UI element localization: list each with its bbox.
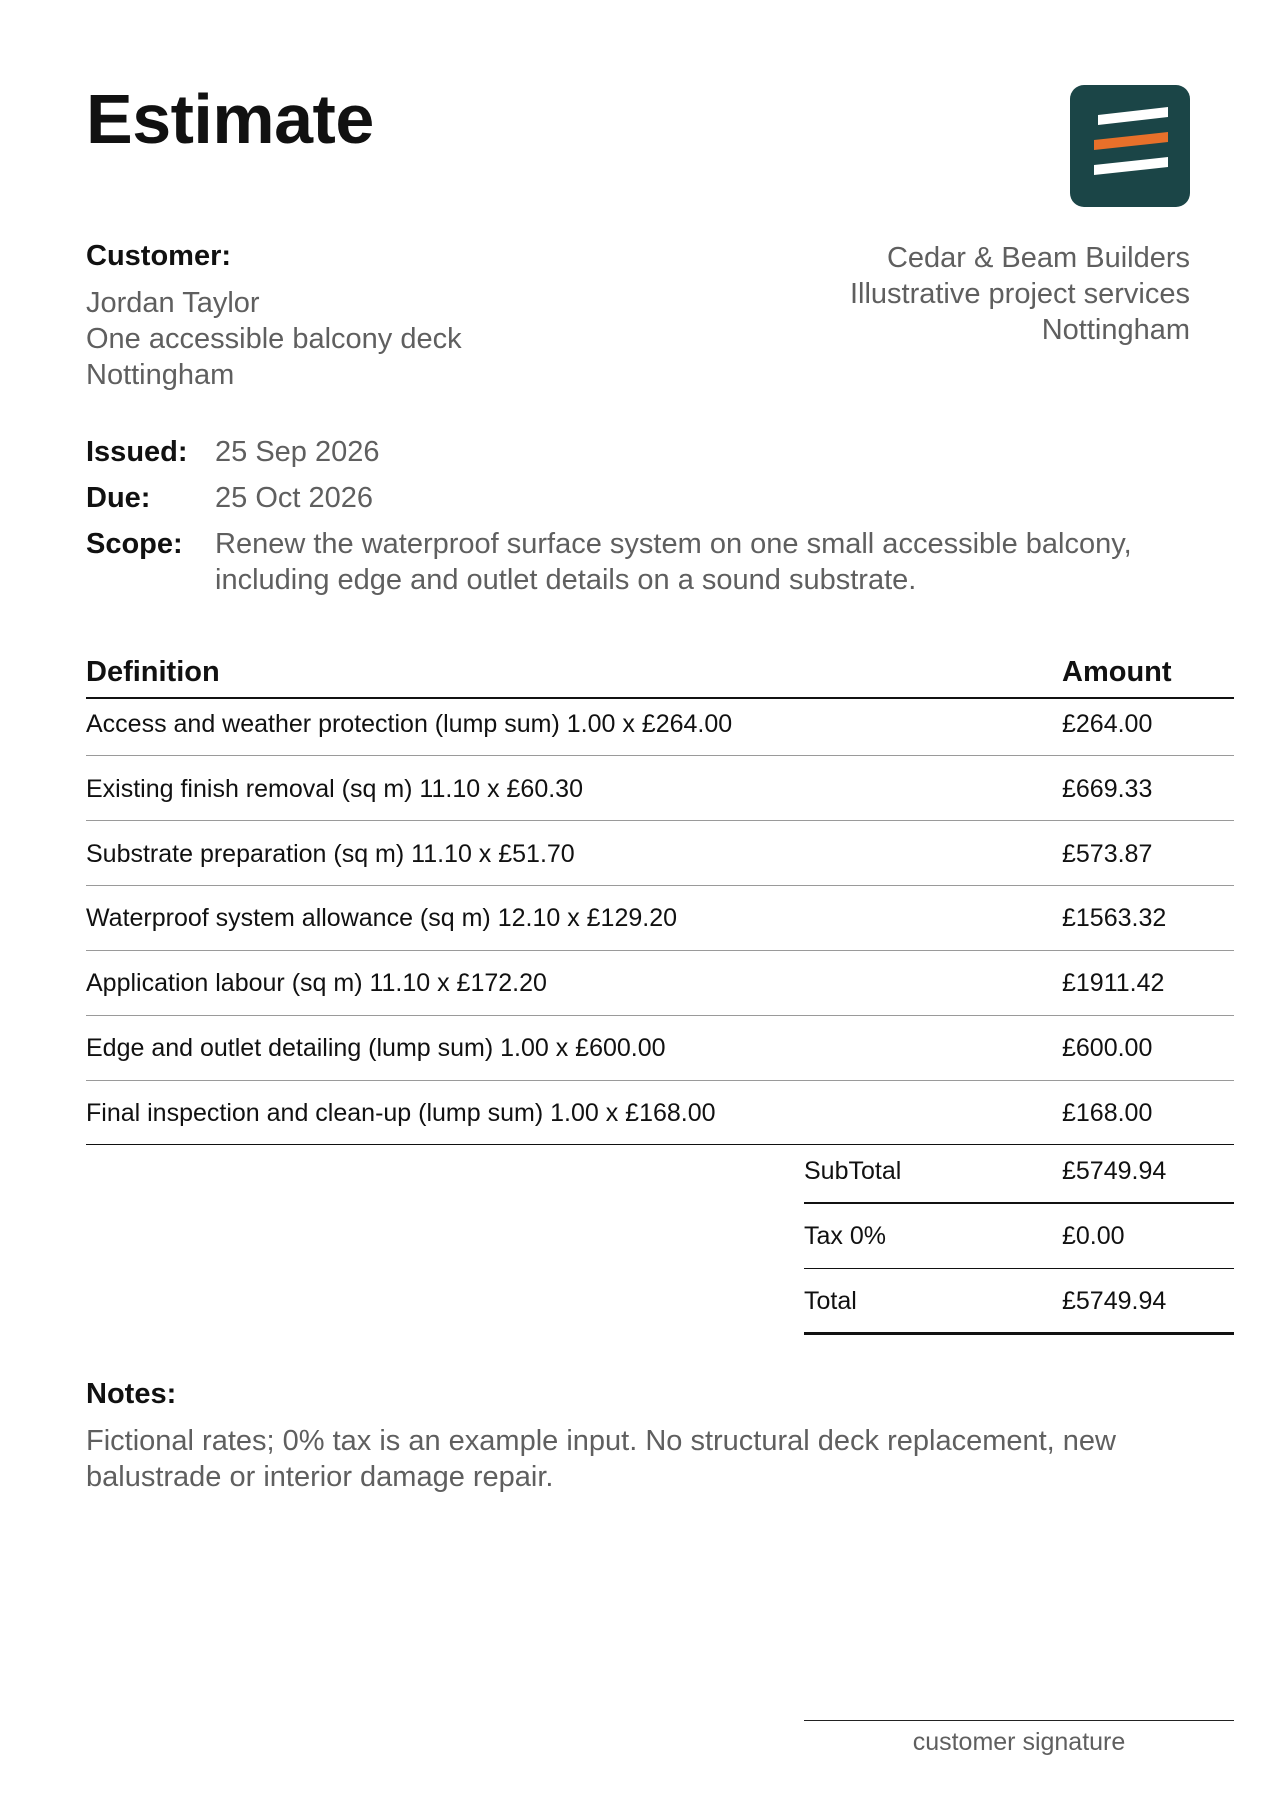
customer-city: Nottingham — [86, 359, 235, 391]
company-tagline: Illustrative project services — [849, 278, 1190, 310]
row-definition: Edge and outlet detailing (lump sum) 1.00 x £600.00 — [86, 1034, 666, 1062]
row-definition: Waterproof system allowance (sq m) 12.10 x £129.20 — [86, 904, 678, 932]
row-divider — [86, 1080, 1234, 1081]
scope-line: including edge and outlet details on a sound substrate. — [215, 564, 917, 596]
row-amount: £573.87 — [1062, 840, 1153, 868]
row-definition: Application labour (sq m) 11.10 x £172.20 — [86, 969, 547, 997]
signature-label: customer signature — [912, 1728, 1126, 1756]
company-name: Cedar & Beam Builders — [886, 242, 1190, 274]
row-amount: £1911.42 — [1062, 969, 1165, 997]
total-rule — [804, 1332, 1234, 1335]
row-divider — [86, 755, 1234, 756]
row-definition: Final inspection and clean-up (lump sum) 1.00 x £168.00 — [86, 1099, 716, 1127]
tax-value: £0.00 — [1062, 1222, 1125, 1250]
row-divider — [86, 820, 1234, 821]
issued-date: 25 Sep 2026 — [215, 436, 380, 468]
table-bottom-rule — [86, 1144, 1234, 1145]
row-divider — [86, 1015, 1234, 1016]
row-divider — [86, 950, 1234, 951]
tax-label: Tax 0% — [804, 1222, 886, 1250]
page-title: Estimate — [86, 80, 374, 158]
scope-line: Renew the waterproof surface system on one small accessible balcony, — [215, 528, 1132, 560]
row-amount: £168.00 — [1062, 1099, 1153, 1127]
scope-text — [215, 526, 1132, 598]
scope-label: Scope: — [86, 528, 183, 560]
row-amount: £264.00 — [1062, 710, 1153, 738]
notes-text — [86, 1423, 1116, 1495]
due-label: Due: — [86, 482, 151, 514]
subtotal-value: £5749.94 — [1062, 1157, 1167, 1185]
notes-line: balustrade or interior damage repair. — [86, 1461, 554, 1493]
total-label: Total — [804, 1287, 857, 1315]
customer-project: One accessible balcony deck — [86, 323, 462, 355]
tax-rule — [804, 1268, 1234, 1269]
row-amount: £669.33 — [1062, 775, 1153, 803]
due-date: 25 Oct 2026 — [215, 482, 373, 514]
row-amount: £1563.32 — [1062, 904, 1167, 932]
company-logo — [1070, 85, 1190, 207]
row-definition: Substrate preparation (sq m) 11.10 x £51.70 — [86, 840, 575, 868]
signature-line — [804, 1720, 1234, 1721]
company-city: Nottingham — [1041, 314, 1190, 346]
definition-header: Definition — [86, 656, 220, 688]
customer-name: Jordan Taylor — [86, 287, 260, 319]
customer-label: Customer: — [86, 240, 232, 272]
notes-line: Fictional rates; 0% tax is an example input. No structural deck replacement, new — [86, 1425, 1116, 1457]
header-rule — [86, 697, 1234, 699]
notes-label: Notes: — [86, 1378, 177, 1410]
issued-label: Issued: — [86, 436, 188, 468]
amount-header: Amount — [1062, 656, 1172, 688]
total-value: £5749.94 — [1062, 1287, 1167, 1315]
subtotal-label: SubTotal — [804, 1157, 902, 1185]
subtotal-rule — [804, 1202, 1234, 1204]
row-definition: Access and weather protection (lump sum) 1.00 x £264.00 — [86, 710, 733, 738]
row-amount: £600.00 — [1062, 1034, 1153, 1062]
row-definition: Existing finish removal (sq m) 11.10 x £60.30 — [86, 775, 583, 803]
customer-details — [86, 285, 462, 393]
company-details — [850, 240, 1190, 348]
row-divider — [86, 885, 1234, 886]
